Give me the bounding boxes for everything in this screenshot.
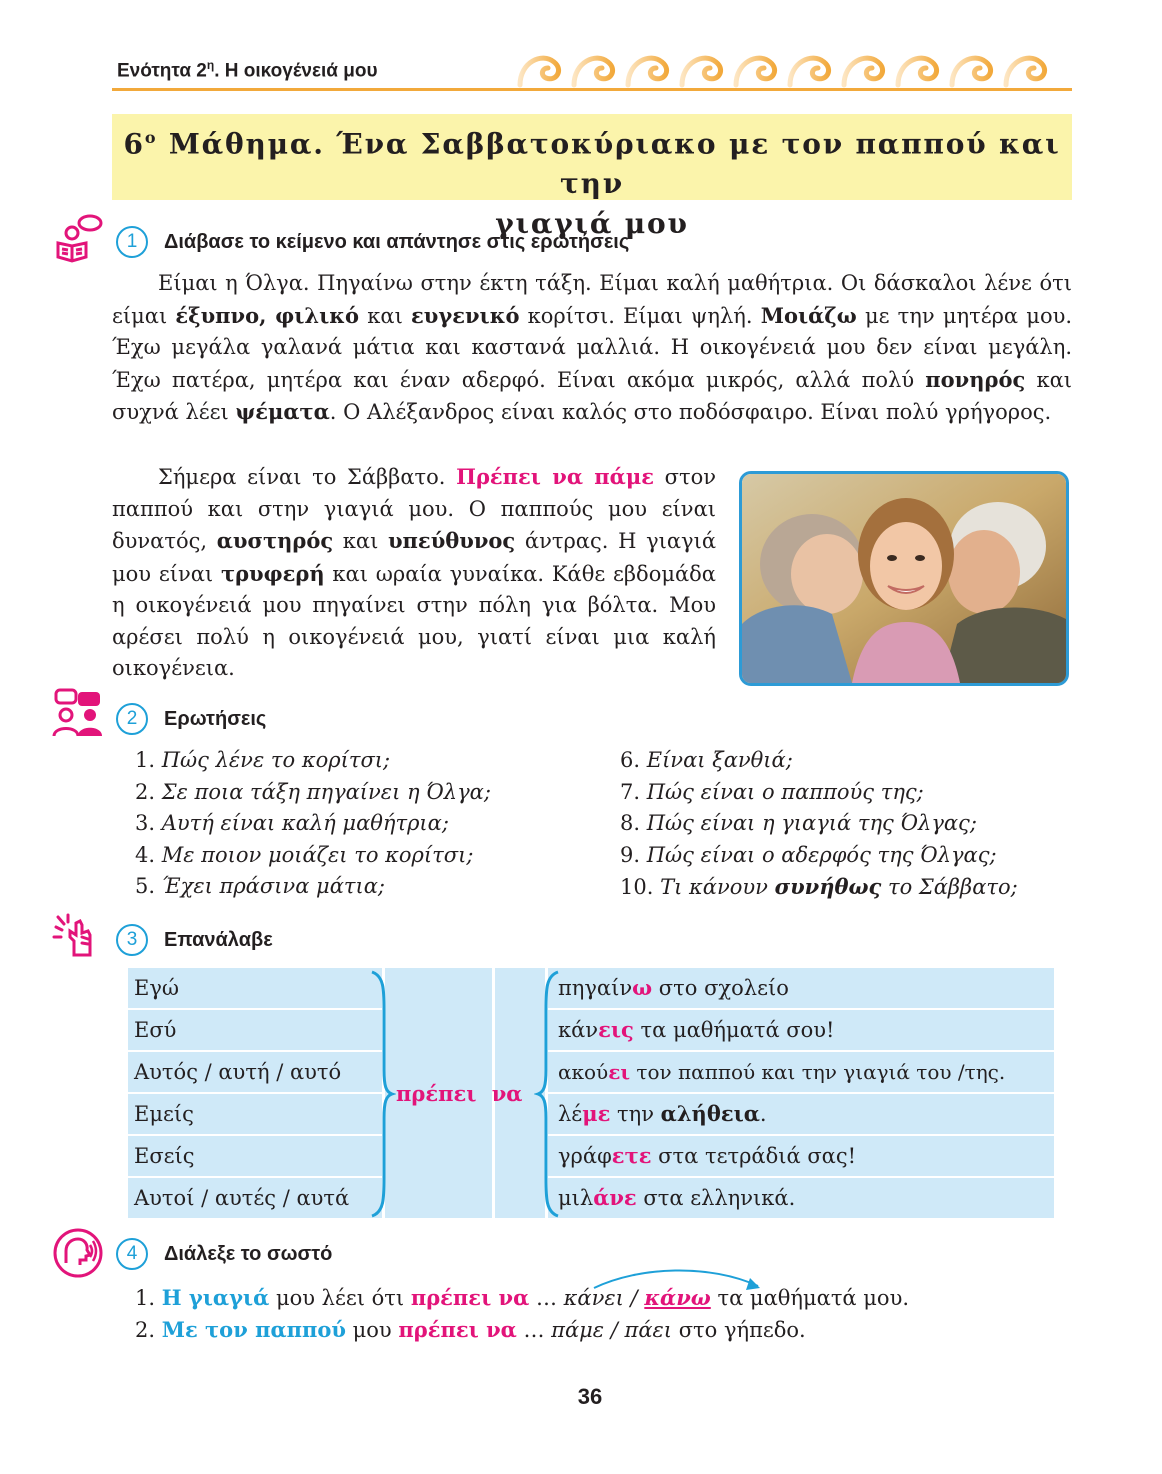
greek-meander-border [510,40,1072,90]
subject-cell: Εσείς [134,1144,195,1168]
header-rule [112,88,1072,91]
verb-cell: ακούει τον παππού και την γιαγιά του /της. [558,1060,1006,1084]
page-number: 36 [577,1384,603,1409]
subject-cell: Αυτός / αυτή / αυτό [134,1060,342,1084]
question-item: 4. Με ποιον μοιάζει το κορίτσι; [135,842,474,867]
question-item: 3. Αυτή είναι καλή μαθήτρια; [135,811,449,835]
questions-right-column [620,745,1018,904]
verb-cell: γράφετε στα τετράδιά σας! [558,1143,857,1168]
question-item: 2. Σε ποια τάξη πηγαίνει η Όλγα; [135,779,491,804]
question-item: 7. Πώς είναι ο παππούς της; [620,779,924,804]
choice-item-1: 1. Η γιαγιά μου λέει ότι πρέπει να … κάνει / κάνω τα μαθήματά μου. [135,1285,910,1310]
reading-icon [54,213,104,267]
subject-cell: Εσύ [134,1018,177,1042]
section-4-title: Διάλεξε το σωστό [164,1243,333,1265]
question-item: 8. Πώς είναι η γιαγιά της Όλγας; [620,811,977,835]
subject-cell: Εγώ [134,976,180,1000]
section-1-number: 1 [116,226,148,258]
subject-cell: Εμείς [134,1102,194,1126]
reading-paragraph-1: Είμαι η Όλγα. Πηγαίνω στην έκτη τάξη. Είμαι καλή μαθήτρια. Οι δάσκαλοι λένε ότι είμαι έξυπνο, φιλικό και ευγενικό κορίτσι. Είμαι ψηλή. Μοιάζω με την μητέρα μου. Έχω μεγάλα γαλανά μάτια και καστανά μαλλιά. Η οικογένειά μου δεν είναι μεγάλη. Έχω πατέρα, μητέρα και έναν αδερφό. Είναι ακόμα μικρός, αλλά πολύ πονηρός και συχνά λέει ψέματα. Ο Αλέξανδρος είναι καλός στο ποδόσφαιρο. Είναι πολύ γρήγορος. [112,271,1073,424]
question-item: 6. Είναι ξανθιά; [620,748,793,772]
family-photo [739,471,1069,686]
choice-item-2: 2. Με τον παππού μου πρέπει να … πάμε / πάει στο γήπεδο. [135,1317,806,1342]
option-1[interactable]: κάνει [563,1286,624,1310]
option-2-selected[interactable]: κάνω [644,1285,711,1310]
right-brace [366,970,396,1218]
question-item: 9. Πώς είναι ο αδερφός της Όλγας; [620,842,997,867]
option-2[interactable]: πάει [624,1318,673,1342]
questions-left-column [135,745,491,903]
section-4-number: 4 [116,1238,148,1270]
section-2-number: 2 [116,703,148,735]
dialogue-icon [52,688,104,738]
unit-title: Ενότητα $2^\eta$. Η οικογένειά μου [117,58,378,82]
verb-cell: πηγαίνω στο σχολείο [558,975,789,1000]
section-2-title: Ερωτήσεις [164,708,267,730]
repeat-hand-icon [52,913,96,957]
conjugation-table [128,968,1054,1220]
modal-phrase: πρέπει να [396,1081,523,1106]
question-item: 5. Έχει πράσινα μάτια; [135,874,385,898]
section-1-title: Διάβασε το κείμενο και απάντησε στις ερωτήσεις [164,231,630,253]
verb-cell: λέμε την αλήθεια. [558,1101,767,1126]
option-1[interactable]: πάμε [551,1318,605,1342]
verb-cell: μιλάνε στα ελληνικά. [558,1185,796,1210]
lesson-title: $6^o$ Μάθημα. Ένα Σαββατοκύριακο με τον παππού και την γιαγιά μου [123,127,1061,241]
reading-paragraph-2: Σήμερα είναι το Σάββατο. Πρέπει να πάμε στον παππού και στην γιαγιά μου. Ο παππούς μου είναι δυνατός, αυστηρός και υπεύθυνος άντρας. Η γιαγιά μου είναι τρυφερή και ωραία γυναίκα. Κάθε εβδομάδα η οικογένειά μου πηγαίνει στην πόλη για βόλτα. Μου αρέσει πολύ η οικογένειά μου, γιατί είναι μια καλή οικογένεια. [112,464,716,680]
subject-cell: Αυτοί / αυτές / αυτά [134,1186,350,1210]
speaking-head-icon [52,1227,104,1279]
section-3-title: Επανάλαβε [164,929,273,951]
question-item: 1. Πώς λένε το κορίτσι; [135,748,391,772]
verb-cell: κάνεις τα μαθήματά σου! [558,1017,835,1042]
question-item: 10. Τι κάνουν συνήθως το Σάββατο; [620,874,1018,899]
section-3-number: 3 [116,924,148,956]
